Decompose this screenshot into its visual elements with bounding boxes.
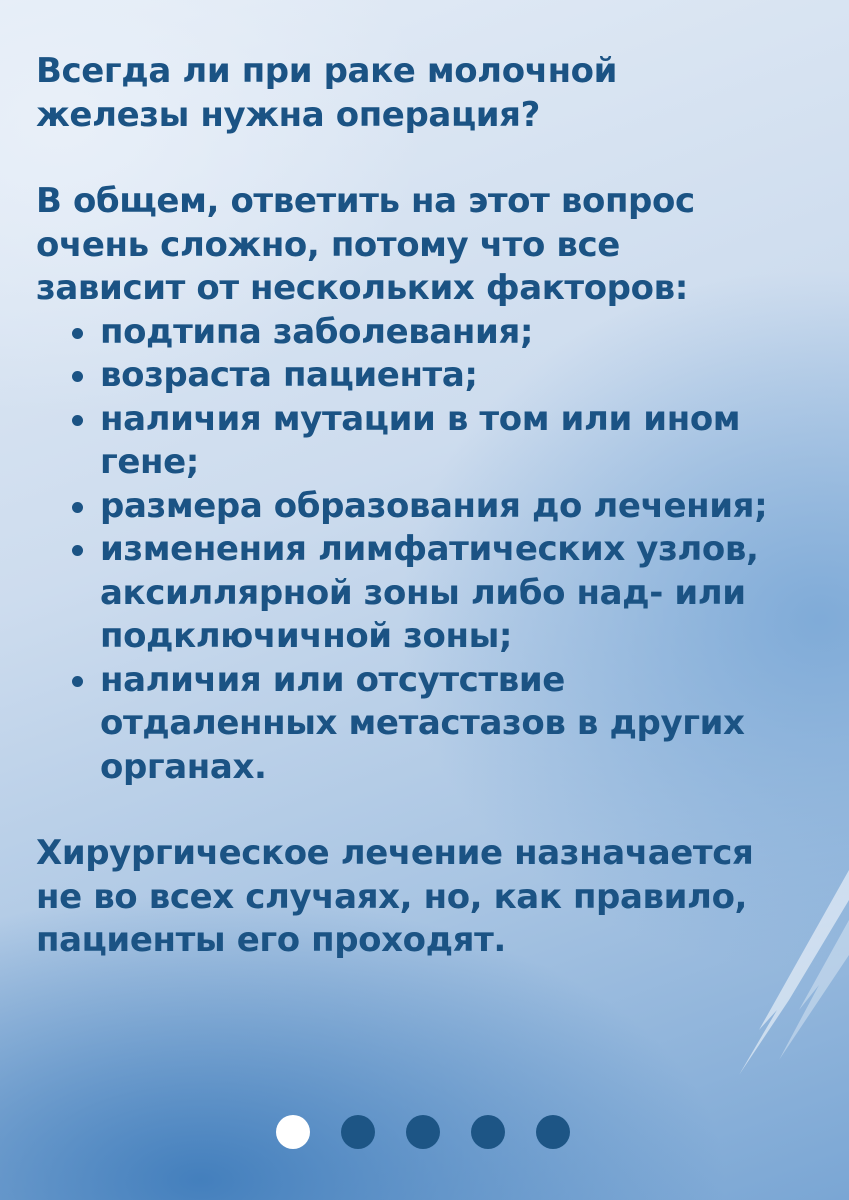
- list-item: [36, 485, 826, 529]
- list-item: [36, 659, 826, 790]
- pagination-dot-5[interactable]: [536, 1115, 570, 1149]
- slide-content: [36, 50, 826, 963]
- list-item-text: наличия мутации в том или ином гене;: [100, 398, 741, 482]
- bullet-icon: [72, 502, 83, 513]
- pagination-dot-2[interactable]: [341, 1115, 375, 1149]
- list-item-text: изменения лимфатических узлов, аксиллярной зоны либо над- или подключичной зоны;: [100, 529, 759, 656]
- list-item-text: возраста пациента;: [100, 355, 478, 395]
- list-item-text: наличия или отсутствие отдаленных метастазов в других органах.: [100, 659, 745, 787]
- intro-paragraph: В общем, ответить на этот вопрос очень сложно, потому что все зависит от нескольких факторов:: [36, 181, 695, 308]
- list-item-text: размера образования до лечения;: [100, 485, 768, 526]
- list-item: [36, 354, 826, 398]
- bullet-icon: [72, 676, 83, 687]
- pagination-dot-4[interactable]: [471, 1115, 505, 1149]
- bullet-icon: [72, 328, 83, 339]
- list-item: [36, 528, 826, 659]
- conclusion-paragraph: Хирургическое лечение назначается не во всех случаях, но, как правило, пациенты его проходят.: [36, 833, 754, 960]
- list-item: [36, 398, 826, 485]
- bullet-icon: [72, 545, 83, 556]
- pagination-dot-1[interactable]: [276, 1115, 310, 1149]
- list-item-text: подтипа заболевания;: [100, 311, 534, 352]
- list-item: [36, 311, 826, 355]
- factors-list: [36, 311, 826, 790]
- bullet-icon: [72, 415, 83, 426]
- slide-heading: Всегда ли при раке молочной железы нужна операция?: [36, 51, 618, 135]
- pagination-dot-3[interactable]: [406, 1115, 440, 1149]
- brush-stroke-decoration: [719, 860, 849, 1080]
- pagination-dots: [276, 1115, 570, 1149]
- bullet-icon: [72, 371, 83, 382]
